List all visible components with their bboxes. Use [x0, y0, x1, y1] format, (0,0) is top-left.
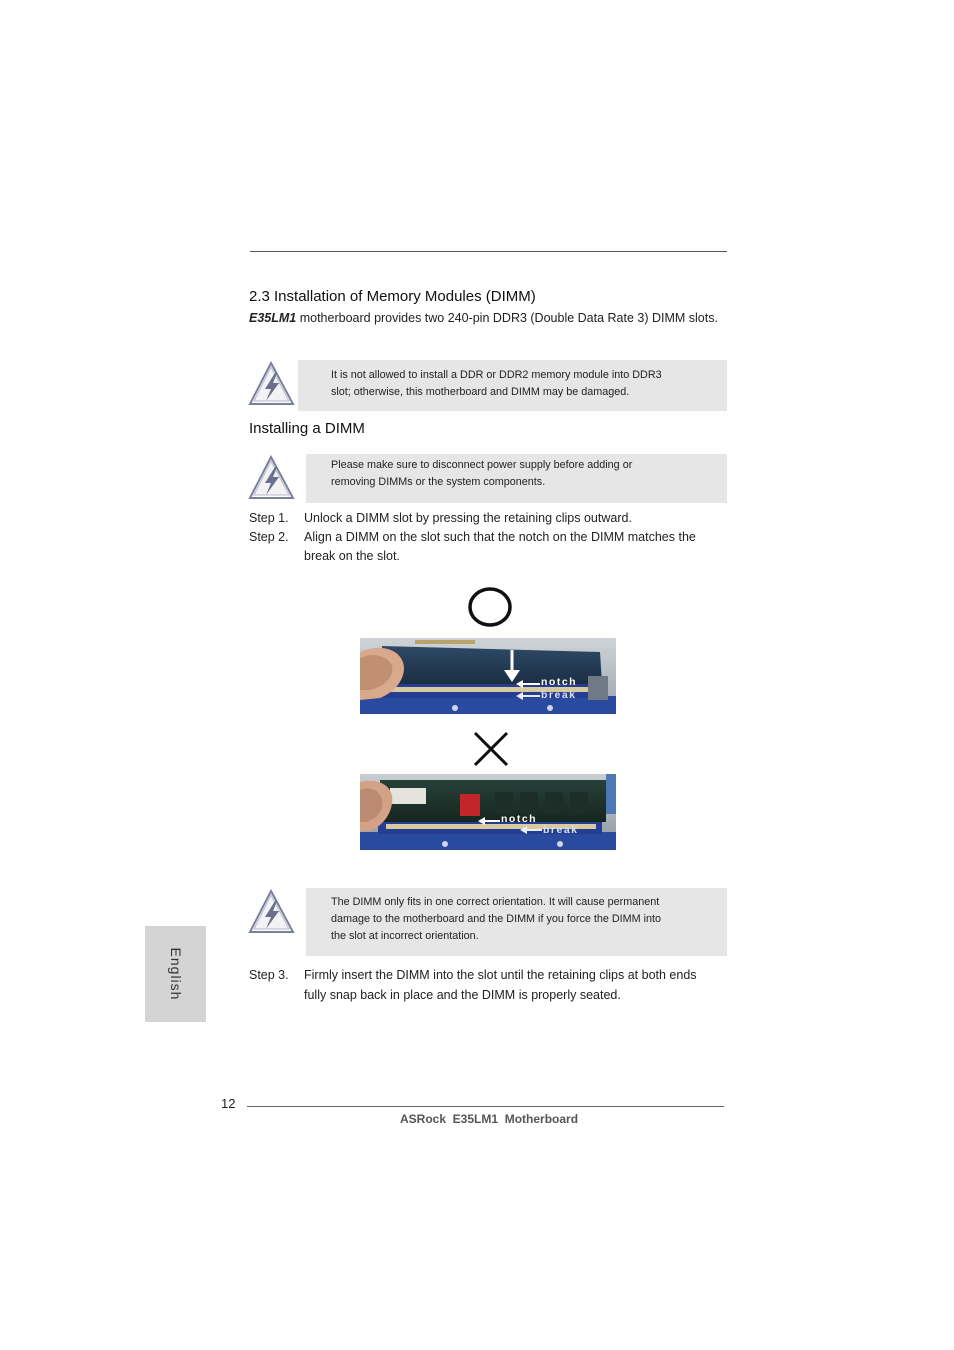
step-text: Firmly insert the DIMM into the slot until the retaining clips at both ends — [304, 968, 697, 982]
step-1 — [249, 509, 729, 528]
model-name: E35LM1 — [249, 311, 297, 325]
section-title: 2.3 Installation of Memory Modules (DIMM) — [249, 288, 536, 305]
intro-paragraph — [249, 309, 726, 328]
note-line: slot; otherwise, this motherboard and DIMM may be damaged. — [331, 386, 630, 398]
page-number: 12 — [221, 1096, 236, 1111]
step-text: Unlock a DIMM slot by pressing the retaining clips outward. — [304, 511, 632, 525]
note-orientation-warning — [306, 888, 727, 956]
circle-correct-icon — [467, 585, 513, 634]
step-label: Step 1. — [249, 511, 289, 525]
note-line: The DIMM only fits in one correct orientation. It will cause permanent — [331, 896, 660, 908]
step-label: Step 2. — [249, 530, 289, 544]
step-label: Step 3. — [249, 968, 289, 982]
step-2 — [249, 528, 729, 566]
warning-icon — [248, 361, 296, 412]
footer-rule — [247, 1106, 724, 1107]
dimm-incorrect-photo — [360, 774, 616, 850]
header-rule — [250, 251, 727, 252]
note-line: It is not allowed to install a DDR or DDR2 memory module into DDR3 — [331, 369, 662, 381]
footer-product: ASRock E35LM1 Motherboard — [400, 1112, 579, 1126]
warning-icon — [248, 455, 296, 506]
subsection-title: Installing a DIMM — [249, 420, 365, 437]
language-side-tab — [145, 926, 206, 1022]
cross-incorrect-icon — [472, 730, 510, 773]
step-text: Align a DIMM on the slot such that the notch on the DIMM matches the — [304, 530, 696, 544]
note-line: damage to the motherboard and the DIMM if you force the DIMM into — [331, 913, 662, 925]
warning-icon — [248, 889, 296, 940]
notch-label: notch — [501, 813, 538, 825]
note-line: the slot at incorrect orientation. — [331, 930, 479, 942]
note-power-warning — [306, 454, 727, 503]
intro-text: motherboard provides two 240-pin DDR3 (Double Data Rate 3) DIMM slots. — [296, 311, 718, 325]
step-text: fully snap back in place and the DIMM is properly seated. — [304, 988, 621, 1002]
break-label: break — [543, 824, 579, 836]
step-3 — [249, 965, 729, 1005]
dimm-correct-photo — [360, 638, 616, 714]
language-label: English — [167, 947, 184, 1001]
note-ddr-warning — [298, 360, 727, 411]
note-line: removing DIMMs or the system components. — [331, 476, 546, 488]
notch-label: notch — [541, 676, 578, 688]
note-line: Please make sure to disconnect power supply before adding or — [331, 459, 633, 471]
break-label: break — [541, 689, 577, 701]
step-text: break on the slot. — [304, 549, 400, 563]
